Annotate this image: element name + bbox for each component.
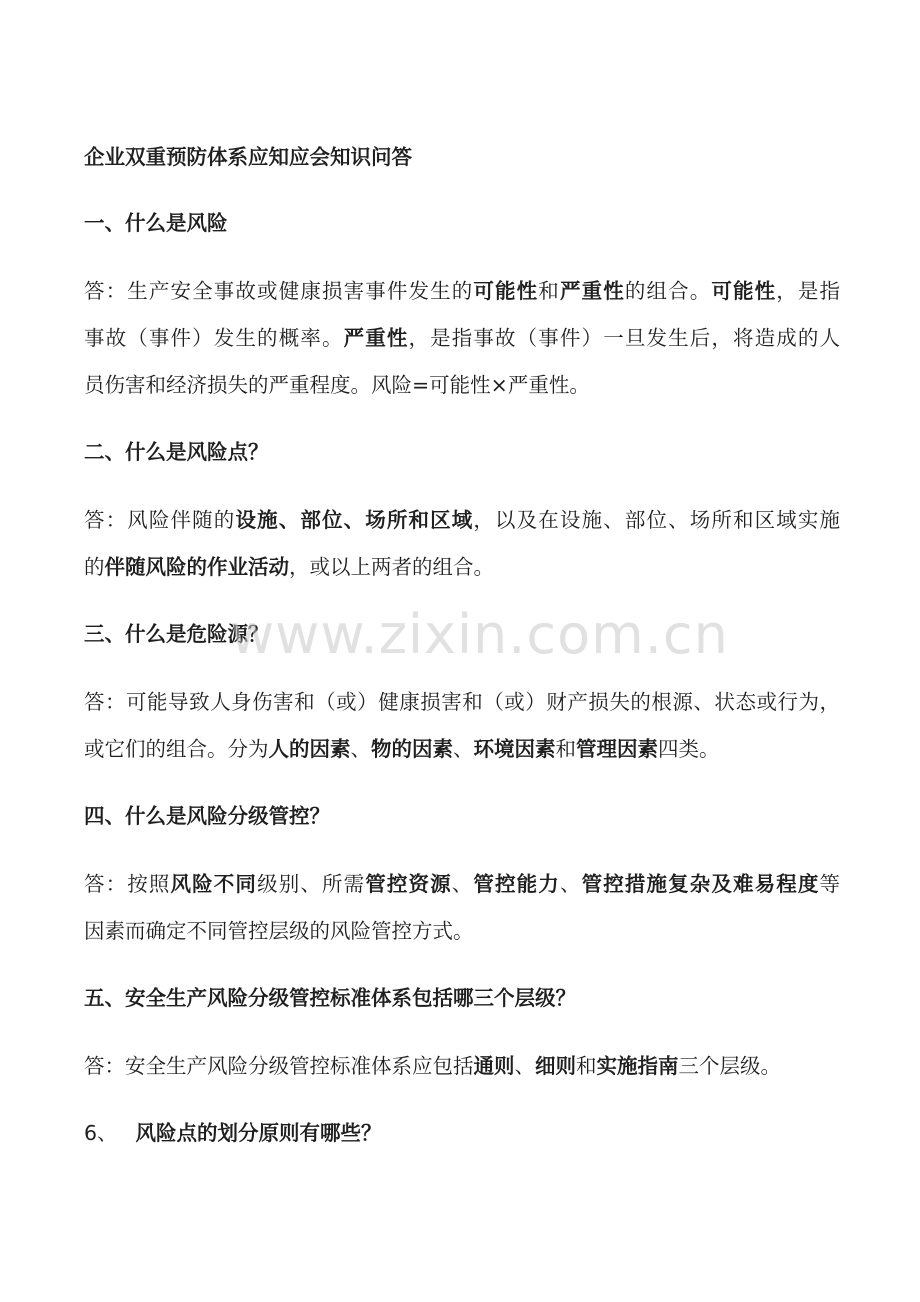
text: ，或以上两者的组合。 — [289, 555, 494, 579]
answer-4-line-2: 因素而确定不同管控层级的风险管控方式。 — [84, 919, 474, 943]
text: 和 — [576, 1054, 597, 1078]
text: ，是指 — [776, 279, 840, 303]
text: 、 — [350, 737, 371, 761]
question-4-heading: 四、什么是风险分级管控？ — [84, 804, 330, 828]
text: 三个层级。 — [678, 1054, 781, 1078]
bold-term: 管控能力 — [473, 872, 560, 896]
answer-4-line-1 — [84, 869, 840, 899]
bold-term: 管控资源 — [365, 872, 452, 896]
text: 、 — [559, 872, 582, 896]
bold-term: 严重性 — [343, 326, 409, 350]
document-title: 企业双重预防体系应知应会知识问答 — [84, 145, 412, 169]
answer-1-line-3: 员伤害和经济损失的严重程度。风险=可能性×严重性。 — [84, 373, 590, 397]
text: 的 — [84, 555, 105, 579]
question-2-heading: 二、什么是风险点？ — [84, 440, 269, 464]
bold-term: 人的因素 — [268, 737, 351, 761]
document-page — [84, 0, 840, 1302]
bold-term: 细则 — [535, 1054, 576, 1078]
answer-1-line-2 — [84, 323, 840, 353]
text: 、 — [453, 737, 474, 761]
text: 答：安全生产风险分级管控标准体系应包括 — [84, 1054, 474, 1078]
question-1-heading: 一、什么是风险 — [84, 211, 228, 235]
text: 的组合。 — [624, 279, 712, 303]
question-6-number: 6、 — [84, 1121, 118, 1145]
text: 等 — [819, 872, 840, 896]
bold-term: 可能性 — [473, 279, 539, 303]
bold-term: 环境因素 — [473, 737, 556, 761]
text: 答：风险伴随的 — [84, 508, 236, 532]
bold-term: 管控措施复杂及难易程度 — [581, 872, 820, 896]
text: 级别、所需 — [257, 872, 366, 896]
text: 和 — [555, 737, 576, 761]
bold-term: 伴随风险的作业活动 — [104, 555, 289, 579]
text: ，是指事故（事件）一旦发生后，将造成的人 — [408, 326, 840, 350]
bold-term: 设施、部位、场所和区域 — [235, 508, 474, 532]
text: ，以及在设施、部位、场所和区域实施 — [473, 508, 840, 532]
question-6-heading — [84, 1118, 840, 1148]
text: 四类。 — [658, 737, 720, 761]
bold-term: 风险不同 — [170, 872, 258, 896]
text: 、 — [451, 872, 474, 896]
question-6-text: 风险点的划分原则有哪些？ — [135, 1121, 382, 1145]
bold-term: 严重性 — [559, 279, 625, 303]
bold-term: 实施指南 — [596, 1054, 679, 1078]
answer-1-line-1 — [84, 276, 840, 306]
text: 答：生产安全事故或健康损害事件发生的 — [84, 279, 474, 303]
text: 、 — [514, 1054, 535, 1078]
bold-term: 可能性 — [711, 279, 777, 303]
answer-5-line-1 — [84, 1051, 840, 1081]
bold-term: 物的因素 — [371, 737, 453, 761]
answer-3-line-1: 答：可能导致人身伤害和（或）健康损害和（或）财产损失的根源、状态或行为， — [84, 690, 840, 714]
text: 事故（事件）发生的概率。 — [84, 326, 344, 350]
answer-2-line-1 — [84, 505, 840, 535]
question-5-heading: 五、安全生产风险分级管控标准体系包括哪三个层级？ — [84, 986, 576, 1010]
question-3-heading: 三、什么是危险源？ — [84, 622, 269, 646]
text: 或它们的组合。分为 — [84, 737, 269, 761]
watermark: www.zixin.com.cn — [230, 603, 729, 666]
text: 和 — [538, 279, 560, 303]
bold-term: 通则 — [473, 1054, 515, 1078]
text: 答：按照 — [84, 872, 171, 896]
answer-3-line-2 — [84, 734, 840, 764]
answer-2-line-2 — [84, 552, 840, 582]
bold-term: 管理因素 — [576, 737, 658, 761]
